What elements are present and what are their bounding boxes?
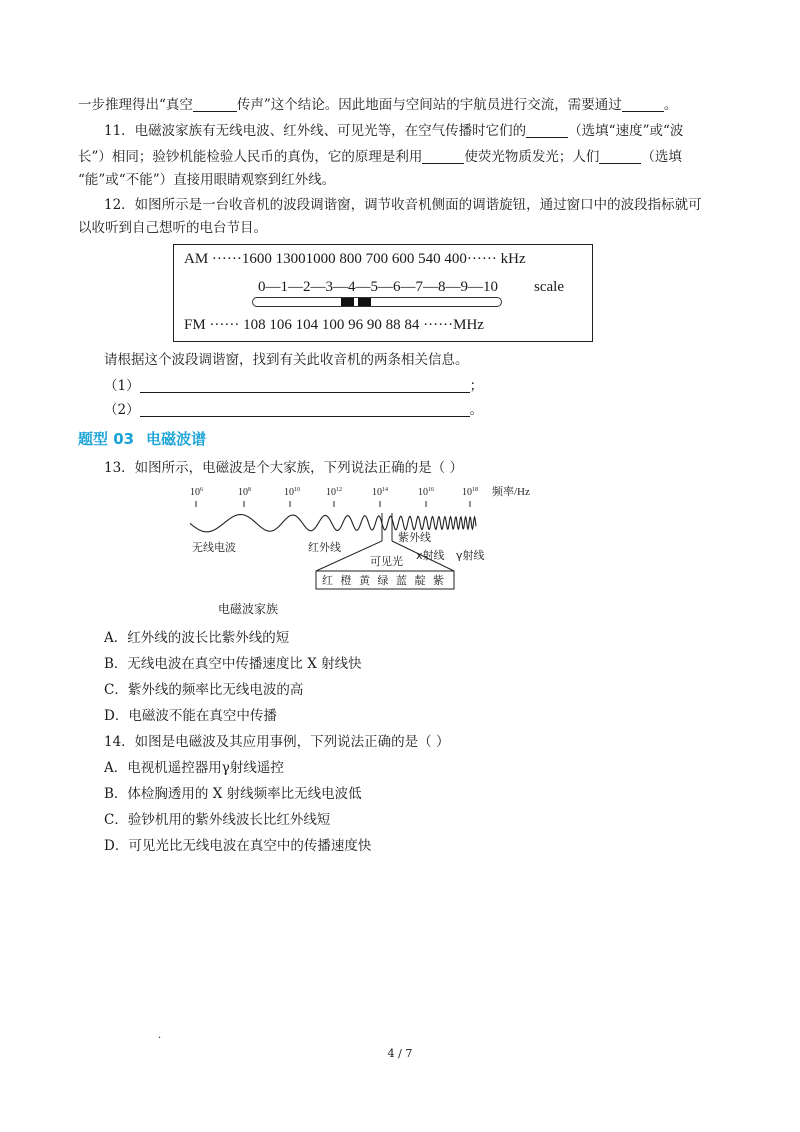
continued-text-line: 一步推理得出“真空 传声”这个结论。因此地面与空间站的宇航员进行交流，需要通过 。 [78, 97, 678, 113]
visible-colors: 红 橙 黄 绿 蓝 靛 紫 [322, 574, 446, 587]
q12-line-2: 以收听到自己想听的电台节目。 [78, 220, 267, 236]
tick-label: $10^{14}$ [372, 487, 388, 498]
diagram-caption: 电磁波家族 [218, 602, 279, 616]
tick-label: $10^8$ [238, 487, 251, 498]
q14-option-a[interactable]: A．电视机遥控器用γ射线遥控 [104, 760, 284, 776]
radio-wave-label: 无线电波 [192, 541, 236, 554]
q11-line-2: 长”）相同；验钞机能检验人民币的真伪，它的原理是利用 使荧光物质发光；人们 （选填 [78, 149, 682, 165]
q11-line-1: 11．电磁波家族有无线电波、红外线、可见光等，在空气传播时它们的 （选填“速度”或“波 [104, 123, 684, 139]
answer-blank[interactable] [526, 123, 568, 138]
q12-line-1: 12．如图所示是一台收音机的波段调谐窗，调节收音机侧面的调谐旋钮，通过窗口中的波段指标就可 [104, 197, 702, 213]
answer-blank[interactable] [622, 97, 664, 112]
tuning-indicator[interactable] [341, 298, 354, 306]
radio-tuning-window [173, 244, 593, 342]
tick-label: $10^{10}$ [284, 487, 300, 498]
tick-label: $10^{18}$ [462, 487, 478, 498]
visible-light-label: 可见光 [370, 555, 403, 568]
q14-stem: 14．如图是电磁波及其应用事例，下列说法正确的是（ ） [104, 734, 450, 750]
ultraviolet-label: 紫外线 [398, 531, 431, 544]
stray-dot: . [158, 1030, 162, 1041]
q13-stem: 13．如图所示，电磁波是个大家族，下列说法正确的是（ ） [104, 460, 463, 476]
gamma-ray-label: γ射线 [456, 549, 485, 562]
q12-item-2: （2） 。 [104, 402, 484, 418]
answer-blank[interactable] [193, 97, 237, 112]
infrared-label: 红外线 [308, 541, 341, 554]
section-heading: 题型 03 电磁波谱 [78, 430, 207, 448]
q13-option-a[interactable]: A．红外线的波长比紫外线的短 [104, 630, 290, 646]
am-band-row: AM ······1600 13001000 800 700 600 540 400······ kHz [184, 251, 526, 267]
tuning-indicator[interactable] [358, 298, 371, 306]
q14-option-c[interactable]: C．验钞机用的紫外线波长比红外线短 [104, 812, 331, 828]
answer-blank[interactable] [140, 402, 470, 417]
q14-option-d[interactable]: D．可见光比无线电波在真空中的传播速度快 [104, 838, 372, 854]
answer-blank[interactable] [140, 378, 470, 393]
em-spectrum-diagram [186, 483, 546, 603]
q13-option-d[interactable]: D．电磁波不能在真空中传播 [104, 708, 277, 724]
scale-label: scale [534, 279, 564, 295]
q14-option-b[interactable]: B．体检胸透用的 X 射线频率比无线电波低 [104, 786, 362, 802]
tuning-bar [252, 297, 502, 307]
xray-label: x射线 [416, 549, 445, 562]
q13-option-b[interactable]: B．无线电波在真空中传播速度比 X 射线快 [104, 656, 362, 672]
page-number: 4 / 7 [387, 1047, 413, 1060]
q13-option-c[interactable]: C．紫外线的频率比无线电波的高 [104, 682, 304, 698]
answer-blank[interactable] [422, 149, 464, 164]
axis-unit: 频率/Hz [492, 486, 530, 498]
fm-band-row: FM ······ 108 106 104 100 96 90 88 84 ······MHz [184, 317, 484, 333]
tick-label: $10^{12}$ [326, 487, 342, 498]
q12-prompt: 请根据这个波段调谐窗，找到有关此收音机的两条相关信息。 [104, 352, 469, 368]
q11-line-3: “能”或“不能”）直接用眼睛观察到红外线。 [78, 172, 336, 188]
scale-row: 0—1—2—3—4—5—6—7—8—9—10 [258, 279, 498, 295]
tick-label: $10^6$ [190, 487, 203, 498]
answer-blank[interactable] [599, 149, 641, 164]
wave-curve [190, 515, 476, 532]
q12-item-1: （1） ； [104, 378, 484, 394]
tick-label: $10^{16}$ [418, 487, 434, 498]
